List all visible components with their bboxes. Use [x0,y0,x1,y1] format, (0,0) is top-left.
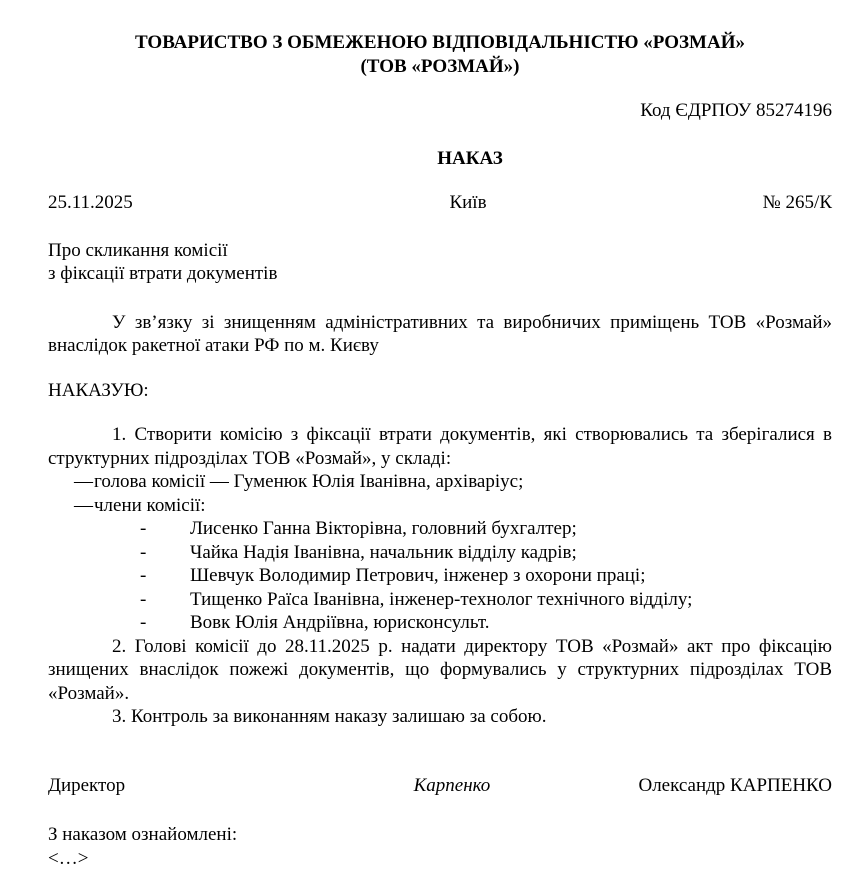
commission-head-row [48,470,832,494]
document-type-title: НАКАЗ [437,147,503,169]
hyphen-marker: - [140,541,147,563]
commission-member-row [48,564,832,588]
document-date: 25.11.2025 [48,192,133,213]
dash-marker: — [74,494,93,516]
commission-member-row [48,588,832,612]
acknowledgement-placeholder: <…> [48,847,89,869]
dash-marker: — [74,471,93,492]
preamble-paragraph: У зв’язку зі знищенням адміністративних та виробничих приміщень ТОВ «Розмай» внаслідок ракетної атаки РФ по м. Києву [48,311,832,356]
company-name-line1: ТОВАРИСТВО З ОБМЕЖЕНОЮ ВІДПОВІДАЛЬНІСТЮ «РОЗМАЙ» [135,32,745,53]
commission-member-row [48,611,832,635]
order-item-2: 2. Голові комісії до 28.11.2025 р. надати директору ТОВ «Розмай» акт про фіксацію знищених внаслідок пожежі документів, що формувались у структурних підрозділах ТОВ «Розмай». [48,635,832,704]
acknowledgement-label: З наказом ознайомлені: [48,824,238,845]
commission-member-row [48,517,832,541]
document-number: № 265/К [762,192,833,213]
signature-handwritten: Карпенко [413,774,491,796]
subject-block [48,239,832,286]
edrpou-code: Код ЄДРПОУ 85274196 [640,100,832,121]
resolution-word: НАКАЗУЮ: [48,379,149,401]
subject-line1: Про скликання комісії [48,239,228,261]
commission-head-text: голова комісії — Гуменюк Юлія Іванівна, архіваріус; [94,471,524,492]
commission-member-text: Тищенко Раїса Іванівна, інженер-технолог технічного відділу; [190,588,693,610]
order-item-1: 1. Створити комісію з фіксації втрати документів, які створювались та зберігалися в структурних підрозділах ТОВ «Розмай», у складі: [48,424,832,469]
commission-member-text: Лисенко Ганна Вікторівна, головний бухгалтер; [190,518,577,539]
hyphen-marker: - [140,565,147,586]
signature-full-name: Олександр КАРПЕНКО [638,774,832,796]
commission-members-label: члени комісії: [94,494,206,516]
commission-member-text: Чайка Надія Іванівна, начальник відділу кадрів; [190,541,577,563]
commission-member-row [48,541,832,565]
order-item-3: 3. Контроль за виконанням наказу залишаю за собою. [112,706,547,727]
hyphen-marker: - [140,588,147,610]
commission-members-label-row [48,494,832,518]
meta-row [48,191,832,215]
company-name-line2: (ТОВ «РОЗМАЙ») [360,55,520,77]
hyphen-marker: - [140,612,147,633]
commission-member-text: Шевчук Володимир Петрович, інженер з охорони праці; [190,565,646,586]
signature-role: Директор [48,774,126,796]
subject-line2: з фіксації втрати документів [48,263,278,284]
commission-member-text: Вовк Юлія Андріївна, юрисконсульт. [190,612,490,633]
hyphen-marker: - [140,518,147,539]
document-city: Київ [449,192,487,213]
signature-row [48,774,832,798]
